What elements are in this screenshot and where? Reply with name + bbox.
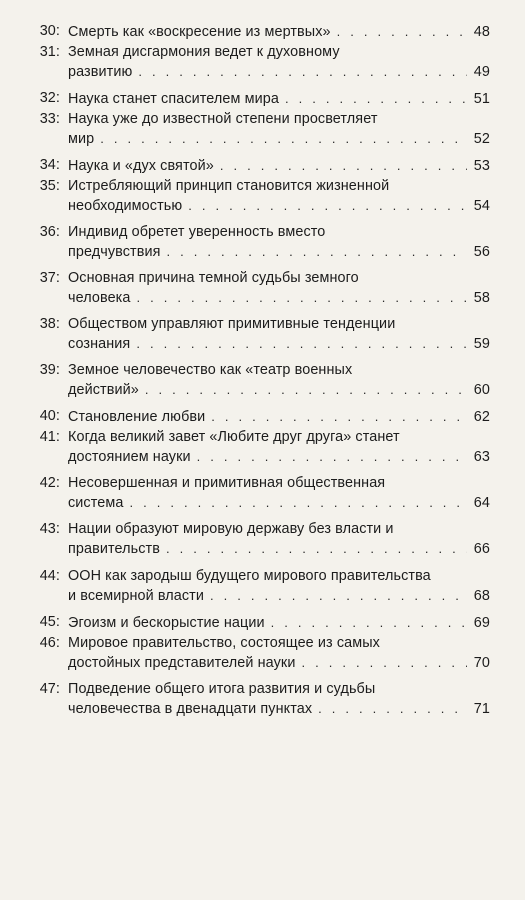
dot-leader: [136, 334, 467, 353]
toc-entry: [28, 315, 490, 354]
toc-entry-title-line: Мировое правительство, состоящее из самых: [68, 635, 380, 651]
dot-leader: [318, 699, 467, 718]
toc-entry-title-line: Становление любви: [68, 409, 206, 425]
toc-entry-page-number: 53: [473, 158, 490, 174]
toc-entry-title-line: Истребляющий принцип становится жизненной: [68, 178, 390, 194]
toc-entry-page-number: 49: [473, 64, 490, 80]
toc-entry-number: 41:: [39, 429, 60, 445]
toc-entry-title: [68, 567, 490, 606]
toc-entry: [28, 634, 490, 673]
toc-entry-title-line: Наука станет спасителем мира: [68, 91, 279, 107]
toc-entry-title-line: Несовершенная и примитивная общественная: [68, 475, 386, 491]
toc-entry: [28, 361, 490, 400]
dot-leader: [137, 288, 468, 307]
toc-entry-title-line: Обществом управляют примитивные тенденции: [68, 316, 396, 332]
dot-leader: [301, 653, 467, 672]
dot-leader: [210, 586, 467, 605]
dot-leader: [129, 493, 467, 512]
toc-entry-title-line: система: [68, 495, 124, 511]
toc-entry-title-line: достоянием науки: [68, 449, 191, 465]
toc-entry-page-number: 51: [473, 91, 490, 107]
toc-entry: [28, 474, 490, 513]
dot-leader: [188, 196, 467, 215]
dot-leader: [167, 242, 467, 261]
toc-entry-title: [68, 680, 490, 719]
toc-entry-title-line: и всемирной власти: [68, 588, 204, 604]
toc-entry-number: 46:: [39, 635, 60, 651]
dot-leader: [166, 539, 467, 558]
toc-entry-title: [68, 110, 490, 149]
toc-entry-page-number: 69: [473, 615, 490, 631]
toc-entry: [28, 223, 490, 262]
toc-entry-page-number: 59: [473, 336, 490, 352]
toc-entry-title: [68, 269, 490, 308]
toc-entry-page-number: 52: [473, 131, 490, 147]
toc-entry-page-number: 71: [473, 701, 490, 717]
toc-entry: [28, 520, 490, 559]
dot-leader: [220, 156, 467, 175]
toc-entry-title: [68, 474, 490, 513]
toc-entry-title: [68, 520, 490, 559]
toc-entry-title: [68, 177, 490, 216]
toc-entry-number: 47:: [39, 681, 60, 697]
toc-entry-number: 37:: [39, 270, 60, 286]
toc-entry: [28, 22, 490, 42]
toc-entry-number: 32:: [39, 90, 60, 106]
toc-entry: [28, 428, 490, 467]
toc-entry-title-line: необходимостью: [68, 198, 183, 214]
toc-entry-title-line: человека: [68, 290, 131, 306]
dot-leader: [138, 62, 467, 81]
toc-entry-title-line: достойных представителей науки: [68, 655, 296, 671]
dot-leader: [100, 129, 467, 148]
toc-entry-title-line: Земная дисгармония ведет к духовному: [68, 44, 340, 60]
toc-entry-number: 33:: [39, 111, 60, 127]
toc-entry-page-number: 70: [473, 655, 490, 671]
toc-entry-number: 39:: [39, 362, 60, 378]
toc-entry: [28, 110, 490, 149]
toc-entry-title-line: Земное человечество как «театр военных: [68, 362, 353, 378]
toc-entry-page-number: 64: [473, 495, 490, 511]
toc-entry-title-line: мир: [68, 131, 95, 147]
toc-entry-title-line: Наука уже до известной степени просветляет: [68, 111, 378, 127]
toc-entry-title-line: Подведение общего итога развития и судьбы: [68, 681, 376, 697]
toc-entry-number: 43:: [39, 521, 60, 537]
toc-entry-number: 36:: [39, 224, 60, 240]
dot-leader: [211, 407, 467, 426]
toc-entry-title: [68, 223, 490, 262]
toc-entry-page-number: 54: [473, 198, 490, 214]
toc-entry-number: 31:: [39, 44, 60, 60]
toc-entry: [28, 269, 490, 308]
toc-entry-title: [68, 428, 490, 467]
toc-entry-title-line: Смерть как «воскресение из мертвых»: [68, 24, 331, 40]
toc-entry-title-line: Индивид обретет уверенность вместо: [68, 224, 326, 240]
toc-entry-title-line: правительств: [68, 541, 160, 557]
toc-entry-page-number: 58: [473, 290, 490, 306]
toc-entry-number: 38:: [39, 316, 60, 332]
toc-entry-title: [68, 613, 490, 633]
toc-entry: [28, 177, 490, 216]
toc-entry-number: 30:: [39, 23, 60, 39]
toc-entry-title-line: ООН как зародыш будущего мирового правительства: [68, 568, 431, 584]
toc-entry: [28, 680, 490, 719]
toc-entry-title: [68, 43, 490, 82]
toc-entry-page-number: 63: [473, 449, 490, 465]
toc-entry-title: [68, 361, 490, 400]
toc-entry-title: [68, 89, 490, 109]
toc-entry-title: [68, 22, 490, 42]
toc-entry-number: 44:: [39, 568, 60, 584]
toc-entry-title-line: развитию: [68, 64, 133, 80]
toc-entry-title: [68, 315, 490, 354]
toc-entry: [28, 407, 490, 427]
toc-entry-title-line: Эгоизм и бескорыстие нации: [68, 615, 265, 631]
toc-entry-title: [68, 156, 490, 176]
toc-entry-number: 34:: [39, 157, 60, 173]
toc-entry-page-number: 56: [473, 244, 490, 260]
toc-entry-title: [68, 407, 490, 427]
toc-entry: [28, 613, 490, 633]
toc-entry-number: 42:: [39, 475, 60, 491]
toc-entry-title-line: действий»: [68, 382, 139, 398]
dot-leader: [145, 380, 467, 399]
dot-leader: [285, 89, 467, 108]
toc-entry-title-line: Основная причина темной судьбы земного: [68, 270, 359, 286]
dot-leader: [271, 613, 467, 632]
toc-entry-page-number: 68: [473, 588, 490, 604]
toc-entry-title-line: сознания: [68, 336, 131, 352]
toc-entry: [28, 43, 490, 82]
toc-entry-title-line: Когда великий завет «Любите друг друга» станет: [68, 429, 400, 445]
toc-entry-title-line: предчувствия: [68, 244, 161, 260]
toc-entry-page-number: 48: [473, 24, 490, 40]
toc-entry-title-line: Наука и «дух святой»: [68, 158, 214, 174]
toc-entry-title: [68, 634, 490, 673]
dot-leader: [197, 447, 467, 466]
toc-entry-page-number: 60: [473, 382, 490, 398]
toc-entry-number: 35:: [39, 178, 60, 194]
toc-entry-title-line: человечества в двенадцати пунктах: [68, 701, 313, 717]
dot-leader: [337, 22, 467, 41]
toc-entry-number: 45:: [39, 614, 60, 630]
toc-entry: [28, 567, 490, 606]
toc-entry-page-number: 62: [473, 409, 490, 425]
toc-entry: [28, 156, 490, 176]
toc-entry-title-line: Нации образуют мировую державу без власти и: [68, 521, 394, 537]
toc-entry: [28, 89, 490, 109]
toc-entry-number: 40:: [39, 408, 60, 424]
toc-entry-page-number: 66: [473, 541, 490, 557]
